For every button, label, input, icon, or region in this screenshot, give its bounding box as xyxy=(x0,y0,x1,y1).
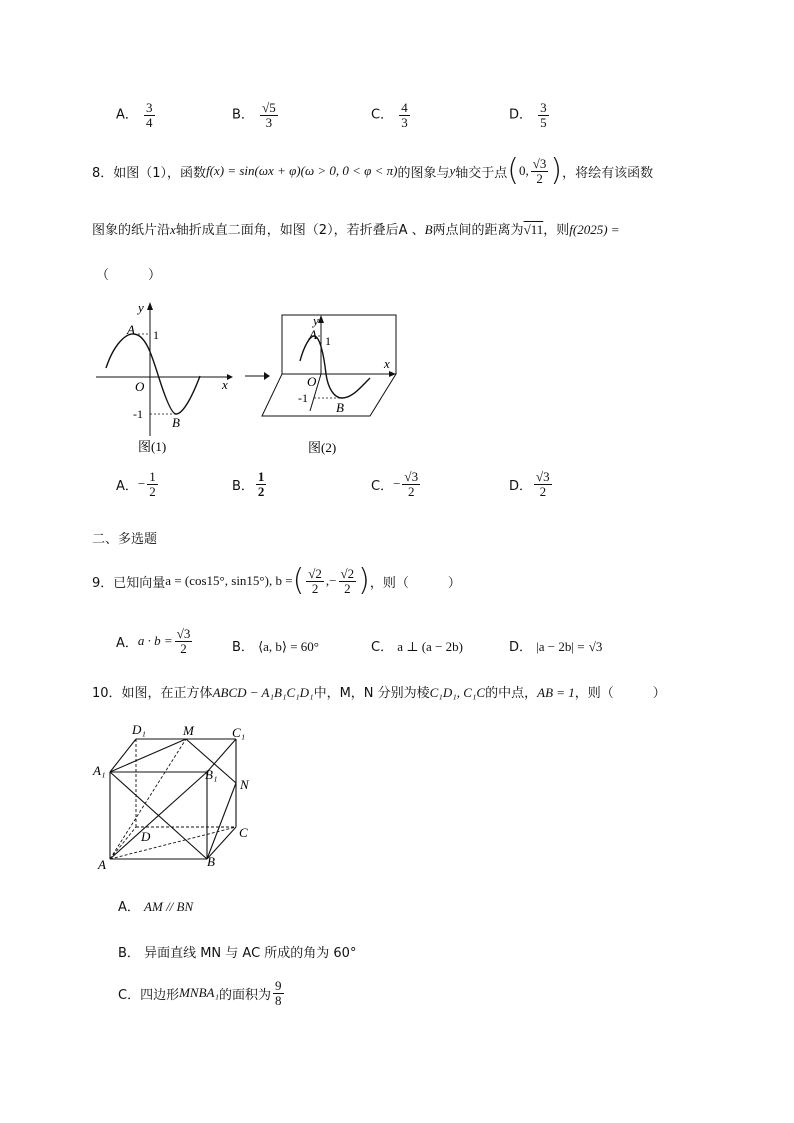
option-label: A． xyxy=(116,107,138,123)
fraction: √ $\frac{5}{3}$ xyxy=(260,101,278,129)
sine-curve-lower xyxy=(326,374,370,398)
option-label: B． xyxy=(232,478,254,494)
cube-name: ABCD − A₁B₁C₁D₁ xyxy=(212,685,314,700)
option-label: C． xyxy=(371,478,394,494)
q7-option-c[interactable] xyxy=(371,101,412,129)
label-neg-one: -1 xyxy=(133,407,143,421)
q8-option-d[interactable] xyxy=(509,470,554,498)
label-one: 1 xyxy=(153,328,159,342)
fraction: $\frac{9}{8}$ xyxy=(275,978,282,1008)
option-label: A． xyxy=(116,635,138,651)
option-label: B． xyxy=(118,946,140,961)
q8-stem-line2: 图象的纸片沿x轴折成直二面角，如图（2），若折叠后A 、B两点间的距离为√ 11，则f(2025) = xyxy=(92,219,620,238)
option-label: C． xyxy=(118,987,141,1003)
q9-stem: 9． 已知向量 a = (cos15°, sin15°) , b = ( √ $\frac{2}{2}$ ,− √ $\frac{2}{2}$ ) ，则（ ） xyxy=(92,566,461,596)
label-B: B xyxy=(172,415,180,430)
fraction: $\frac{3}{4}$ xyxy=(146,100,153,130)
label-A: A xyxy=(127,322,135,337)
q8-stem-line1: 8． 如图（1），函数 f(x) = sin(ωx + φ)(ω > 0, 0 < φ < π) 的图象与 y 轴交于点 ( 0, √ $\frac{3}{2}$ ) ，将绘有该函数 xyxy=(92,156,653,186)
option-label: D． xyxy=(509,640,533,655)
label-B1: B₁ xyxy=(205,767,218,782)
left-paren-icon: ( xyxy=(292,563,305,598)
q10-option-a[interactable]: A． AM // BN xyxy=(118,899,194,915)
b-x-fraction: √ $\frac{2}{2}$ xyxy=(306,567,324,595)
option-label: C． xyxy=(371,107,394,123)
label-C: C xyxy=(239,825,248,840)
label-A: A xyxy=(309,327,317,342)
f-2025: f(2025) = xyxy=(569,222,620,237)
right-paren-icon: ) xyxy=(358,563,370,598)
fraction: $\frac{4}{3}$ xyxy=(401,100,408,130)
q8-option-a[interactable]: A． − $\frac{1}{2}$ xyxy=(116,469,156,499)
fraction: $\frac{1}{2}$ xyxy=(257,469,265,499)
caption: 图(2) xyxy=(308,440,337,455)
label-M: M xyxy=(183,723,194,738)
x-axis-arrow-icon xyxy=(227,374,233,380)
q9-option-c[interactable]: C． a ⊥ (a − 2b) xyxy=(371,639,463,655)
label-neg-one: -1 xyxy=(298,391,308,405)
label-O: O xyxy=(135,379,145,394)
segment-NB xyxy=(207,783,236,859)
label-D1: D₁ xyxy=(132,722,146,737)
point-y-fraction: √ $\frac{3}{2}$ xyxy=(531,157,549,185)
option-label: D． xyxy=(509,478,533,494)
vertical-plane xyxy=(282,315,396,374)
label-A: A xyxy=(98,857,106,872)
label-N: N xyxy=(240,777,249,792)
fraction: √ $\frac{3}{2}$ xyxy=(402,470,420,498)
left-paren-icon: ( xyxy=(507,153,520,188)
b-y-fraction: √ $\frac{2}{2}$ xyxy=(339,567,357,595)
sine-curve xyxy=(106,334,200,414)
label-A1: A₁ xyxy=(93,763,106,778)
option-label: D． xyxy=(509,107,533,123)
section-heading: 二、多选题 xyxy=(92,532,158,547)
q8-answer-paren: （ ） xyxy=(96,268,162,283)
question-number: 8． xyxy=(92,165,114,181)
fraction: $\frac{1}{2}$ xyxy=(149,469,156,499)
label-O: O xyxy=(307,374,317,389)
label-x: x xyxy=(384,356,390,371)
label-y: y xyxy=(138,300,144,315)
caption: 图(1) xyxy=(138,439,167,454)
q9-option-b[interactable]: B． ⟨a, b⟩ = 60° xyxy=(232,639,320,655)
q7-option-a[interactable] xyxy=(116,101,157,129)
q8-figure-1 xyxy=(92,296,242,461)
q9-option-a[interactable]: A． a · b = √ $\frac{3}{2}$ xyxy=(116,627,194,655)
y-axis-arrow-icon xyxy=(147,302,153,310)
q9-option-d[interactable]: D． |a − 2b| = √ 3 xyxy=(509,636,602,655)
label-y: y xyxy=(313,313,319,328)
right-paren-icon: ) xyxy=(550,153,563,188)
q10-option-c[interactable]: C． 四边形 MNBA₁ 的面积为 $\frac{9}{8}$ xyxy=(118,978,282,1008)
y-axis-arrow-icon xyxy=(318,315,324,323)
q8-figure-2 xyxy=(258,306,408,461)
label-D: D xyxy=(141,829,151,844)
label-B: B xyxy=(207,854,215,869)
fraction: $\frac{3}{5}$ xyxy=(540,100,547,130)
distance-value: √ 11 xyxy=(524,222,544,237)
label-C1: C₁ xyxy=(232,725,246,740)
q10-option-b[interactable]: B． 异面直线 MN 与 AC 所成的角为 60° xyxy=(118,946,357,961)
label-x: x xyxy=(222,377,228,392)
segment-A1M xyxy=(110,739,186,772)
fraction: √ $\frac{3}{2}$ xyxy=(175,627,193,655)
q7-option-b[interactable] xyxy=(232,101,280,129)
q8-option-c[interactable]: C． − √ $\frac{3}{2}$ xyxy=(371,470,422,498)
option-label: B． xyxy=(232,107,254,123)
option-label: B． xyxy=(232,640,254,655)
q10-cube-figure xyxy=(92,718,262,878)
fraction: √ $\frac{3}{2}$ xyxy=(534,470,552,498)
option-label: A． xyxy=(118,900,140,915)
q10-stem: 10．如图，在正方体ABCD − A₁B₁C₁D₁中，M，N 分别为棱C₁D₁, C₁C的中点，AB = 1，则（ ） xyxy=(92,685,666,701)
q8-option-b[interactable] xyxy=(232,470,268,498)
function-expression: f(x) = sin(ωx + φ)(ω > 0, 0 < φ < π) xyxy=(206,163,398,178)
horizontal-plane xyxy=(262,374,396,416)
option-label: A． xyxy=(116,478,138,494)
option-label: C． xyxy=(371,640,394,655)
label-one: 1 xyxy=(325,334,331,348)
question-number: 9． xyxy=(92,575,114,591)
q7-option-d[interactable] xyxy=(509,101,551,129)
label-B: B xyxy=(336,400,344,415)
question-number: 10． xyxy=(92,686,122,701)
vector-a-definition: a = (cos15°, sin15°) xyxy=(165,573,269,588)
